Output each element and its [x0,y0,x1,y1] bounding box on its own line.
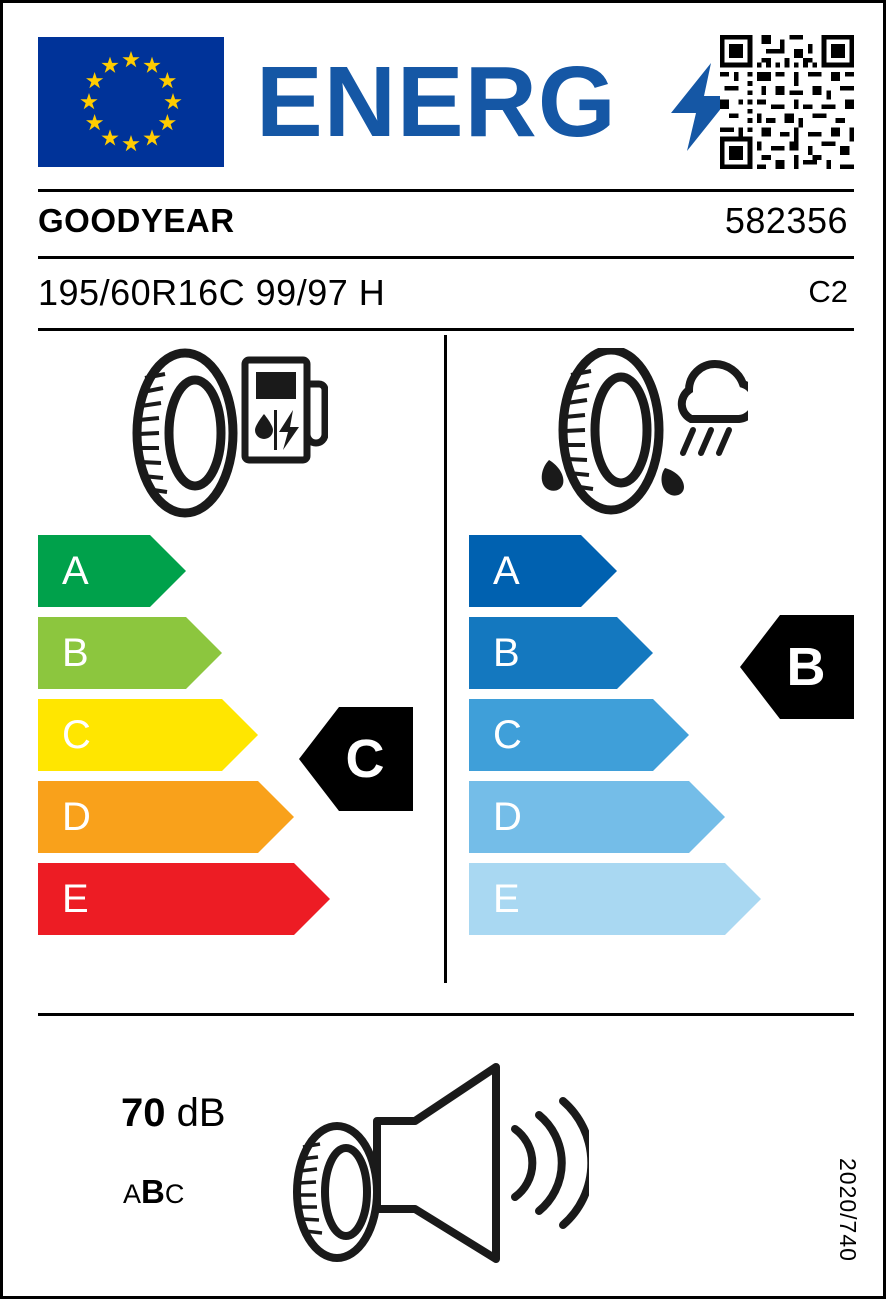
grade-row [38,699,330,771]
grade-row [38,781,330,853]
fuel-result-badge [299,707,413,811]
grade-row [38,617,330,689]
serial-number: 582356 [724,200,848,241]
divider-brand [38,256,854,259]
noise-class-b: B [141,1173,165,1210]
divider-top [38,189,854,192]
eu-flag-icon [38,37,224,167]
label-header [38,35,854,173]
noise-value: 70 [121,1091,166,1135]
grade-letter: A [62,549,89,593]
tyre-class: C2 [808,274,848,309]
noise-value-group [121,1091,226,1136]
fuel-result-letter: C [345,729,385,789]
fuel-efficiency-pictogram [123,348,328,523]
tyre-icon [297,1126,377,1258]
sound-waves-icon [515,1101,589,1225]
fuel-grade-scale [38,535,330,945]
page-title: ENERG [256,46,617,158]
divider-noise [38,1013,854,1016]
grade-letter: A [493,549,520,593]
noise-class-a: A [123,1179,142,1209]
qr-code-icon [720,35,854,169]
grade-row [469,781,761,853]
wet-result-letter: B [786,637,826,697]
grade-letter: C [493,713,522,757]
noise-pictogram [289,1049,589,1269]
speaker-icon [377,1067,496,1259]
noise-unit: dB [176,1091,226,1135]
grade-letter: E [493,877,520,921]
grade-letter: E [62,877,89,921]
grade-row [469,863,761,935]
grade-row [469,617,761,689]
grade-letter: D [493,795,522,839]
rain-cloud-icon [682,364,748,453]
regulation-reference: 2020/740 [835,1158,861,1262]
grade-row [469,699,761,771]
noise-class-scale [123,1173,184,1211]
grade-letter: C [62,713,91,757]
wet-result-badge [740,615,854,719]
brand-name: GOODYEAR [38,202,235,239]
grade-row [38,863,330,935]
tyre-icon [563,350,659,510]
vertical-divider [444,335,447,983]
noise-class-c: C [164,1179,185,1209]
grade-row [38,535,330,607]
tyre-size: 195/60R16C 99/97 H [38,272,386,313]
grade-letter: B [62,631,89,675]
wet-grip-pictogram [533,348,748,523]
grade-letter: B [493,631,520,675]
wet-grade-scale [469,535,761,945]
divider-size [38,328,854,331]
tyre-icon [137,353,233,513]
grade-row [469,535,761,607]
grade-letter: D [62,795,91,839]
